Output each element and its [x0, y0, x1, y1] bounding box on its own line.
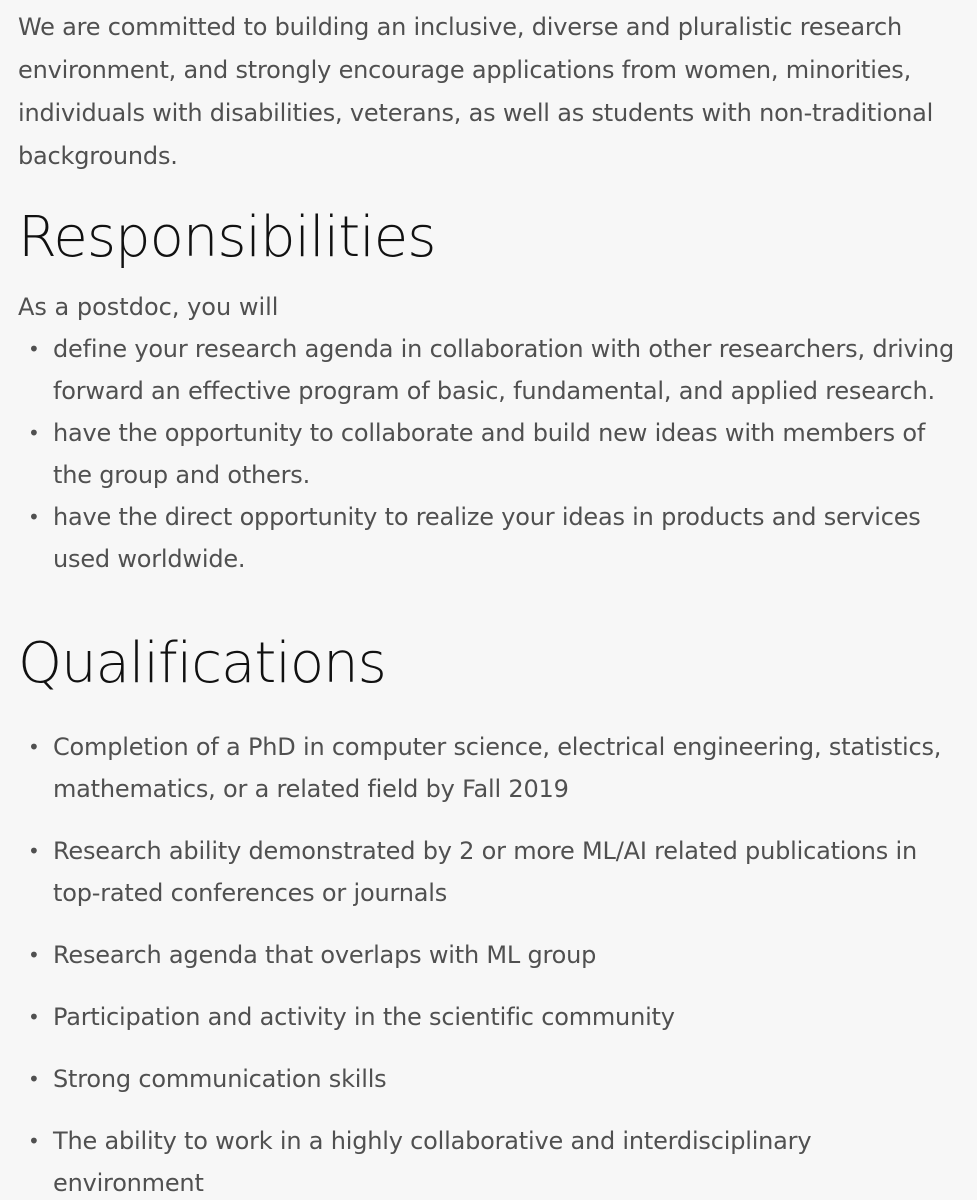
list-item-text: Research agenda that overlaps with ML group [53, 941, 597, 969]
list-item [18, 726, 958, 810]
list-item [18, 328, 958, 412]
qualifications-list [18, 726, 977, 1200]
bullet-icon: • [28, 421, 40, 445]
list-item-text: Strong communication skills [53, 1065, 387, 1093]
responsibilities-lead: As a postdoc, you will [18, 293, 279, 321]
list-item-text: Completion of a PhD in computer science, electrical engineering, statistics, mathematics, or a related field by Fall 2019 [53, 733, 942, 803]
list-item [18, 496, 958, 580]
list-item-text: Participation and activity in the scientific community [53, 1003, 675, 1031]
list-item [18, 996, 958, 1038]
bullet-icon: • [28, 337, 40, 361]
list-item-text: have the opportunity to collaborate and build new ideas with members of the group and others. [53, 419, 926, 489]
list-item-text: Research ability demonstrated by 2 or more ML/AI related publications in top-rated conferences or journals [53, 837, 917, 907]
list-item-text: have the direct opportunity to realize your ideas in products and services used worldwide. [53, 503, 921, 573]
responsibilities-list [18, 328, 977, 580]
bullet-icon: • [28, 1067, 40, 1091]
list-item [18, 1058, 958, 1100]
bullet-icon: • [28, 1129, 40, 1153]
list-item [18, 830, 958, 914]
list-item [18, 412, 958, 496]
list-item-text: The ability to work in a highly collaborative and interdisciplinary environment [53, 1127, 812, 1197]
list-item [18, 1120, 958, 1200]
inclusion-statement: We are committed to building an inclusive, diverse and pluralistic research environment, and strongly encourage applications from women, minorities, individuals with disabilities, veterans, as well as students with non-traditional backgrounds. [18, 13, 934, 170]
bullet-icon: • [28, 1005, 40, 1029]
list-item-text: define your research agenda in collaboration with other researchers, driving forward an effective program of basic, fundamental, and applied research. [53, 335, 955, 405]
bullet-icon: • [28, 839, 40, 863]
bullet-icon: • [28, 735, 40, 759]
bullet-icon: • [28, 505, 40, 529]
qualifications-heading: Qualifications [18, 631, 386, 696]
responsibilities-heading: Responsibilities [18, 205, 436, 270]
bullet-icon: • [28, 943, 40, 967]
list-item [18, 934, 958, 976]
